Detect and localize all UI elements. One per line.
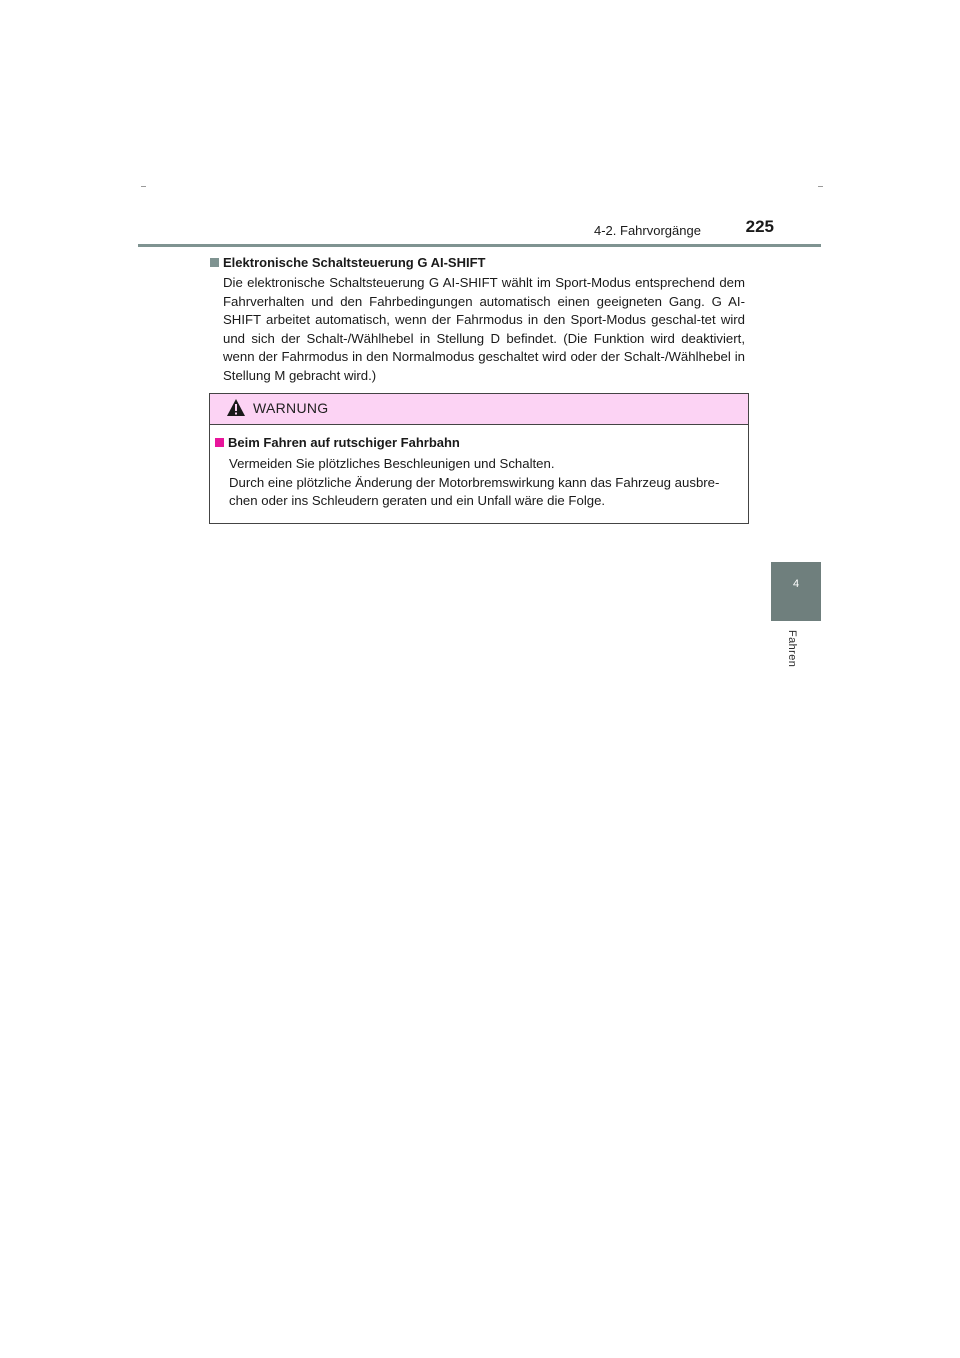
warning-heading-text: Beim Fahren auf rutschiger Fahrbahn — [228, 435, 460, 450]
chapter-label: Fahren — [786, 630, 798, 668]
section-heading-text: Elektronische Schaltsteuerung G AI-SHIFT — [223, 255, 486, 270]
warning-title: WARNUNG — [253, 400, 329, 416]
warning-paragraph — [229, 455, 742, 511]
page-number: 225 — [745, 217, 774, 236]
warning-header — [210, 394, 748, 425]
warning-box — [209, 393, 749, 524]
warning-line-1: Vermeiden Sie plötzliches Beschleunigen und Schalten. — [229, 456, 555, 471]
section-heading — [210, 254, 745, 272]
section-title: 4-2. Fahrvorgänge — [594, 223, 701, 238]
header-divider — [138, 244, 821, 247]
warning-body — [215, 434, 742, 511]
body-paragraph: Die elektronische Schaltsteuerung G AI-SHIFT wählt im Sport-Modus entsprechend dem Fahrverhalten und den Fahrbedingungen automatisch einen geeigneten Gang. G AI-SHIFT arbeitet automatisch, wenn der Fahrmodus in den Sport-Modus geschal-tet wird und sich der Schalt-/Wählhebel in Stellung D befindet. (Die Funktion wird deaktiviert, wenn der Fahrmodus in den Normalmodus geschaltet wird oder der Schalt-/Wählhebel in Stellung M gebracht wird.) — [223, 275, 745, 383]
chapter-number: 4 — [792, 578, 800, 590]
chapter-tab[interactable] — [771, 562, 821, 621]
warning-line-2: Durch eine plötzliche Änderung der Motorbremswirkung kann das Fahrzeug ausbre-chen oder ins Schleudern geraten und ein Unfall wäre die Folge. — [229, 474, 720, 508]
content-section — [210, 254, 745, 385]
crop-mark-left — [141, 186, 146, 187]
heading-square-icon — [210, 258, 219, 267]
crop-mark-right — [818, 186, 823, 187]
warning-heading — [215, 434, 742, 452]
warning-triangle-icon — [226, 398, 246, 417]
warning-square-icon — [215, 438, 224, 447]
